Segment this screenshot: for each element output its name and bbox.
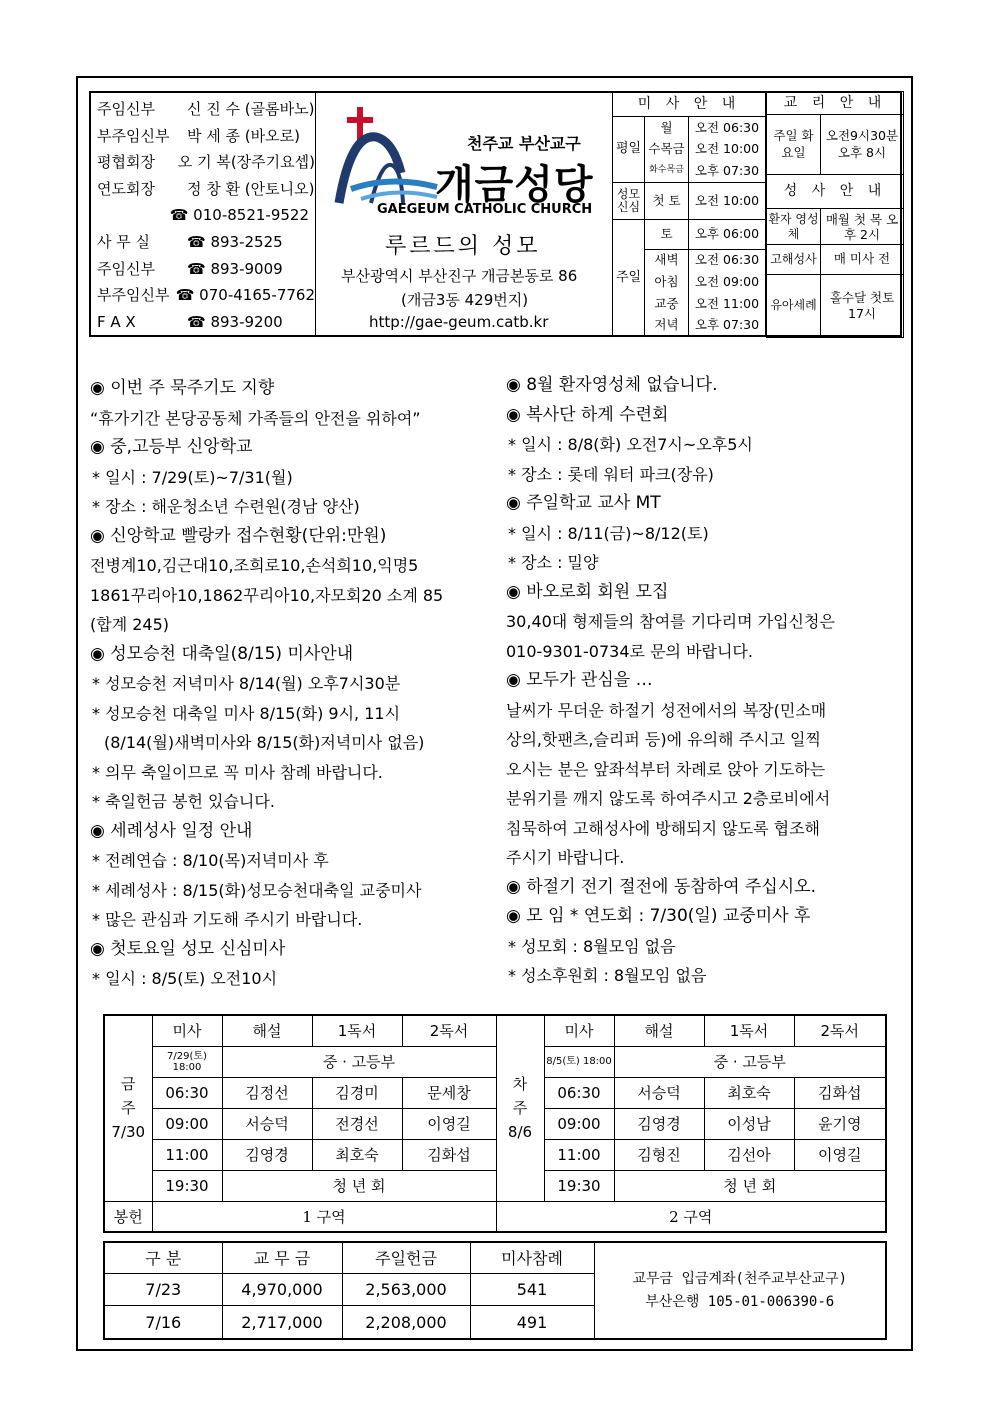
church-name: 개금성당 (435, 162, 594, 208)
notice-bullet: * 많은 관심과 기도해 주시기 바랍니다. (92, 910, 363, 929)
next-week-label: 차 주 8/6 (496, 1015, 544, 1201)
notice-bullet: * 축일헌금 봉헌 있습니다. (92, 792, 275, 811)
finance-table: 구 분 교 무 금 주일헌금 미사참례 교무금 입금계좌(천주교부산교구) 부산은행 105-01-006390-6 7/23 4,970,000 2,563,000 541 7/16 2,717,000 2,208,000 491 (103, 1241, 887, 1340)
this-week-label: 금 주 7/30 (104, 1015, 152, 1201)
notice-bullet: * 전례연습 : 8/10(목)저녁미사 후 (92, 851, 329, 870)
notice-heading: ◉ 바오로회 회원 모집 (506, 581, 669, 602)
right-column (506, 371, 906, 991)
church-logo-block (317, 93, 613, 335)
notice-bullet: * 장소 : 밀양 (508, 553, 599, 572)
offering-label: 봉헌 (104, 1201, 152, 1232)
notice-bullet: * 일시 : 8/8(화) 오전7시~오후5시 (508, 435, 753, 454)
table-row: 7/23 4,970,000 2,563,000 541 (104, 1273, 886, 1306)
notice-text: 010-9301-0734로 문의 바랍니다. (506, 641, 753, 661)
notice-text: 날씨가 무더운 하절기 성전에서의 복장(민소매 (506, 700, 827, 720)
notice-heading: ◉ 8월 환자영성체 없습니다. (506, 375, 718, 395)
table-row: 09:00 서승덕 전경선 이영길 09:00 김영경 이성남 윤기영 (104, 1108, 886, 1139)
website-url[interactable]: http://gae-geum.catb.kr (369, 313, 549, 331)
contact-row: 사 무 실 ☎ 893-2525 (97, 232, 283, 251)
sunday-label: 주일 (613, 219, 645, 336)
catechism-days: 주일 화요일 (767, 115, 821, 175)
notice-bullet: * 성모승천 대축일 미사 8/15(화) 9시, 11시 (92, 703, 401, 723)
notice-bullet: * 장소 : 롯데 워터 파크(장유) (508, 464, 714, 484)
notice-heading: ◉ 신앙학교 빨랑카 접수현황(단위:만원) (90, 525, 387, 546)
notice-heading: ◉ 세례성사 일정 안내 (90, 820, 253, 841)
left-column (90, 374, 500, 994)
account-info: 교무금 입금계좌(천주교부산교구) 부산은행 105-01-006390-6 (594, 1242, 886, 1339)
notice-bullet: * 성소후원회 : 8월모임 없음 (508, 966, 707, 985)
notice-heading: ◉ 복사단 하계 수련회 (506, 404, 669, 425)
bulletin-frame (76, 76, 913, 1351)
staff-list (91, 93, 316, 335)
table-row: 7/16 2,717,000 2,208,000 491 (104, 1306, 886, 1339)
notice-heading: ◉ 성모승천 대축일(8/15) 미사안내 (90, 643, 354, 664)
patron-name: 루르드의 성모 (385, 234, 541, 259)
church-logo-icon (331, 103, 441, 213)
contact-row: F A X ☎ 893-9200 (97, 312, 283, 331)
notice-text: 주시기 바랍니다. (506, 848, 625, 867)
catechism-title: 교 리 안 내 (767, 92, 904, 115)
notice-text: (합계 245) (90, 615, 170, 634)
staff-row: 평협회장 오 기 복(장주기요셉) (97, 153, 315, 172)
notice-bullet: * 성모승천 저녁미사 8/14(월) 오후7시30분 (92, 674, 401, 693)
notice-heading: ◉ 주일학교 교사 MT (506, 493, 661, 513)
address-line1: 부산광역시 부산진구 개금본동로 86 (341, 267, 578, 285)
notice-text: 침묵하여 고해성사에 방해되지 않도록 협조해 (506, 818, 821, 838)
notice-heading: ◉ 이번 주 묵주기도 지향 (90, 378, 275, 398)
notice-heading: ◉ 첫토요일 성모 신심미사 (90, 938, 286, 959)
staff-row: 연도회장 정 창 환 (안토니오) (97, 179, 315, 198)
header (89, 91, 902, 337)
notice-bullet: * 일시 : 8/5(토) 오전10시 (92, 969, 278, 988)
notice-text: “휴가기간 본당공동체 가족들의 안전을 위하여” (90, 408, 421, 428)
notice-heading: ◉ 하절기 전기 절전에 동참하여 주십시오. (506, 876, 817, 897)
table-row: 06:30 김정선 김경미 문세창 06:30 서승덕 최호숙 김화섭 (104, 1077, 886, 1108)
notice-text: 전병계10,김근대10,조희로10,손석희10,익명5 (90, 556, 419, 575)
address-line2: (개금3동 429번지) (401, 291, 529, 309)
notice-bullet: * 성모회 : 8월모임 없음 (508, 936, 676, 956)
mass-title: 미 사 안 내 (613, 92, 766, 117)
notice-bullet: * 일시 : 8/11(금)~8/12(토) (508, 523, 709, 543)
notice-bullet: * 세례성사 : 8/15(화)성모승천대축일 교중미사 (92, 880, 422, 900)
notice-text: 분위기를 깨지 않도록 하여주시고 2층로비에서 (506, 789, 831, 808)
church-name-en: GAEGEUM CATHOLIC CHURCH (377, 202, 593, 217)
notice-heading: ◉ 모두가 관심을 … (506, 670, 653, 690)
sacraments-title: 성 사 안 내 (767, 175, 904, 209)
notice-bullet: * 의무 축일이므로 꼭 미사 참례 바랍니다. (92, 762, 383, 782)
mass-schedule-table: 미 사 안 내 평일 월 오전 06:30 수목금 오전 10:00 화수목금 오후 07:30 성모 신심 첫 토 오전 10:00 주일 토 오후 06:00 새벽 오전 06:30 아침 오전 09:00 교중 오전 11:00 저녁 오후 07:30 (612, 91, 766, 337)
weekday-label: 평일 (613, 117, 645, 183)
notice-text: 상의,핫팬츠,슬리퍼 등)에 유의해 주시고 일찍 (506, 730, 821, 749)
contact-row: 주임신부 ☎ 893-9009 (97, 259, 283, 278)
info-table: 교 리 안 내 주일 화요일 오전9시30분 오후 8시 성 사 안 내 환자 영성체 매월 첫 목 오후 2시 고해성사 매 미사 전 유아세례 홀수달 첫토 17시 (766, 91, 904, 338)
schedule-panel (612, 91, 904, 337)
contact-row: 부주임신부 ☎ 070-4165-7762 (97, 286, 315, 305)
notice-bullet: * 일시 : 7/29(토)~7/31(월) (92, 467, 293, 487)
notice-text: (8/14(월)새벽미사와 8/15(화)저녁미사 없음) (104, 733, 425, 752)
staff-row: 부주임신부 박 세 종 (바오로) (97, 126, 300, 145)
staff-row: 주임신부 신 진 수 (골롬바노) (97, 100, 315, 118)
notice-text: 30,40대 형제들의 참여를 기다리며 가입신청은 (506, 612, 835, 631)
notice-heading: ◉ 중,고등부 신앙학교 (90, 437, 253, 457)
readers-table: 금 주 7/30 미사 해설 1독서 2독서 차 주 8/6 미사 해설 1독서 2독서 7/29(토) 18:00 중 · 고등부 8/5(토) 18:00 중 · 고등부 06:30 김정선 김경미 문세창 06:30 서승덕 최호숙 김화섭 09:00 서승덕 전경선 이영길 09:00 김영경 이성남 윤기영 11:00 김영경 최호숙 김화섭 11:00 김형진 김선아 이영길 19:30 청 년 회 19:30 청 년 회 봉헌 1 구역 2 구역 (103, 1014, 887, 1233)
sacred-heart-label: 성모 신심 (613, 182, 645, 219)
notice-bullet: * 장소 : 해운청소년 수련원(경남 양산) (92, 497, 360, 516)
president-phone: ☎ 010-8521-9522 (169, 206, 309, 225)
table-row: 11:00 김영경 최호숙 김화섭 11:00 김형진 김선아 이영길 (104, 1139, 886, 1170)
notice-heading: ◉ 모 임 * 연도회 : 7/30(일) 교중미사 후 (506, 906, 811, 926)
diocese-name: 천주교 부산교구 (467, 134, 581, 153)
catechism-times: 오전9시30분 오후 8시 (821, 115, 904, 175)
notice-text: 1861꾸리아10,1862꾸리아10,자모회20 소계 85 (90, 585, 444, 605)
notice-text: 오시는 분은 앞좌석부터 차례로 앉아 기도하는 (506, 759, 826, 779)
